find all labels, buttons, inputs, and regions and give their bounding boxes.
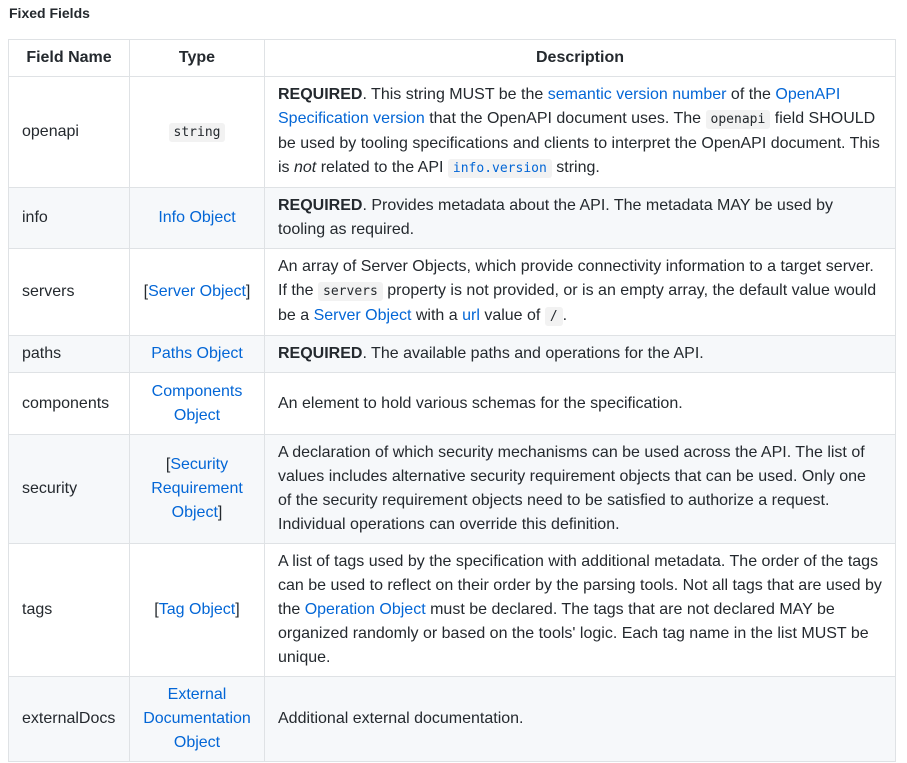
table-row <box>9 188 896 249</box>
bracket-open: [ <box>143 283 149 300</box>
bracket-open: [ <box>154 601 159 618</box>
table-header-row <box>9 40 896 77</box>
description-cell <box>265 336 896 373</box>
security-requirement-object-link[interactable]: Security Requirement Object <box>151 456 243 521</box>
description-text: string. <box>551 159 600 176</box>
server-object-link[interactable]: Server Object <box>148 283 246 300</box>
inline-code: servers <box>318 282 383 301</box>
operation-object-link[interactable]: Operation Object <box>304 601 426 618</box>
description-text: must be declared. The tags that are not declared MAY be organized randomly or based on the tools' logic. Each tag name in the list MUST be unique. <box>278 601 869 666</box>
description-text: A list of tags used by the specification with additional metadata. The order of the tags can be used to reflect on their order by the parsing tools. Not all tags that are used by the <box>278 553 882 618</box>
description-cell <box>265 77 896 188</box>
description-text: with a <box>411 307 463 324</box>
table-row <box>9 435 896 544</box>
info-version-link[interactable] <box>448 159 552 176</box>
table-row <box>9 373 896 435</box>
type-cell <box>130 373 265 435</box>
description-text: value of <box>479 307 545 324</box>
description-text: related to the API <box>316 159 448 176</box>
type-cell <box>130 677 265 762</box>
header-field-name: Field Name <box>9 40 130 77</box>
required-label: REQUIRED <box>278 86 363 103</box>
fixed-fields-table <box>8 39 896 762</box>
field-name-cell: openapi <box>9 77 130 188</box>
tag-object-link[interactable]: Tag Object <box>158 601 236 618</box>
inline-code: / <box>545 307 563 326</box>
type-cell <box>130 77 265 188</box>
description-text: property is not provided, or is an empty array, the default value would be a <box>278 282 877 324</box>
components-object-link[interactable]: Components Object <box>151 382 243 424</box>
external-documentation-object-link[interactable]: External Documentation Object <box>143 686 251 751</box>
table-row <box>9 336 896 373</box>
field-name-cell: externalDocs <box>9 677 130 762</box>
inline-code: openapi <box>706 110 771 129</box>
description-cell <box>265 249 896 336</box>
type-cell <box>130 435 265 544</box>
description-text: Additional external documentation. <box>278 710 524 727</box>
emphasis-text: not <box>294 159 317 176</box>
bracket-close: ] <box>217 504 223 521</box>
inline-code-link[interactable]: info.version <box>448 159 552 178</box>
paths-object-link[interactable]: Paths Object <box>151 345 243 362</box>
description-cell <box>265 677 896 762</box>
description-cell <box>265 435 896 544</box>
description-text: . Provides metadata about the API. The metadata MAY be used by tooling as required. <box>278 197 833 238</box>
type-cell <box>130 249 265 336</box>
table-row <box>9 544 896 677</box>
bracket-open: [ <box>165 456 171 473</box>
type-cell <box>130 336 265 373</box>
url-link[interactable]: url <box>462 307 480 324</box>
description-text: A declaration of which security mechanisms can be used across the API. The list of values includes alternative security requirement objects that can be used. Only one of the security requirement objects need to be satisfied to authorize a request. Individual operations can override this definition. <box>278 444 866 533</box>
field-name-cell: paths <box>9 336 130 373</box>
info-object-link[interactable]: Info Object <box>158 209 236 226</box>
field-name-cell: components <box>9 373 130 435</box>
field-name-cell: info <box>9 188 130 249</box>
table-row <box>9 77 896 188</box>
description-text: that the OpenAPI document uses. The <box>424 110 706 127</box>
header-type: Type <box>130 40 265 77</box>
semantic-version-link[interactable]: semantic version number <box>547 86 727 103</box>
description-cell <box>265 188 896 249</box>
description-text: of the <box>726 86 776 103</box>
field-name-cell: servers <box>9 249 130 336</box>
type-cell <box>130 544 265 677</box>
type-cell <box>130 188 265 249</box>
server-object-link[interactable]: Server Object <box>313 307 412 324</box>
description-text: An array of Server Objects, which provide connectivity information to a target server. If the <box>278 258 874 299</box>
bracket-close: ] <box>235 601 240 618</box>
required-label: REQUIRED <box>278 345 363 362</box>
field-name-cell: security <box>9 435 130 544</box>
header-description: Description <box>265 40 896 77</box>
description-text: . This string MUST be the <box>362 86 548 103</box>
table-row <box>9 249 896 336</box>
bracket-close: ] <box>245 283 251 300</box>
required-label: REQUIRED <box>278 197 363 214</box>
description-text: . The available paths and operations for the API. <box>362 345 704 362</box>
description-cell <box>265 373 896 435</box>
field-name-cell: tags <box>9 544 130 677</box>
table-row <box>9 677 896 762</box>
description-text: . <box>562 307 568 324</box>
openapi-spec-version-link[interactable]: OpenAPI Specification version <box>278 86 841 127</box>
description-text: field SHOULD be used by tooling specifications and clients to interpret the OpenAPI document. This is <box>278 110 880 176</box>
description-cell <box>265 544 896 677</box>
section-heading: Fixed Fields <box>9 5 90 21</box>
description-text: An element to hold various schemas for the specification. <box>278 394 683 412</box>
type-code: string <box>169 123 226 142</box>
